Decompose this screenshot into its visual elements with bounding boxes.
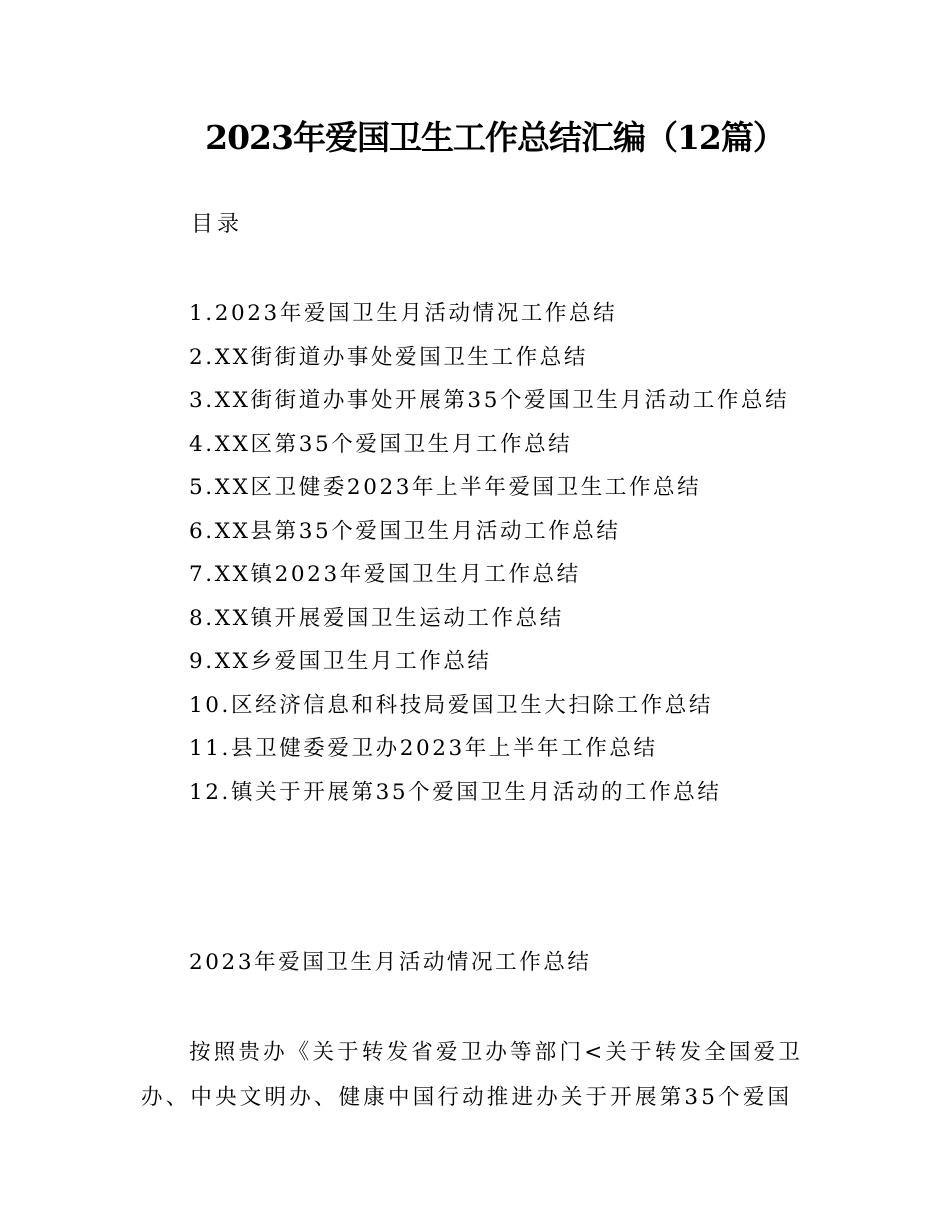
toc-item: 8.XX镇开展爱国卫生运动工作总结 (189, 605, 564, 631)
toc-item: 10.区经济信息和科技局爱国卫生大扫除工作总结 (189, 692, 713, 718)
toc-item: 2.XX街街道办事处爱国卫生工作总结 (189, 344, 588, 370)
section-heading: 2023年爱国卫生月活动情况工作总结 (189, 950, 592, 975)
toc-item: 3.XX街街道办事处开展第35个爱国卫生月活动工作总结 (189, 388, 790, 413)
toc-item: 11.县卫健委爱卫办2023年上半年工作总结 (189, 736, 658, 761)
toc-item: 4.XX区第35个爱国卫生月工作总结 (189, 431, 573, 457)
body-paragraph (141, 1030, 811, 1120)
table-of-contents (189, 292, 789, 814)
toc-heading: 目录 (191, 212, 244, 237)
body-line: 按照贵办《关于转发省爱卫办等部门<关于转发全国爱卫 (189, 1040, 804, 1065)
toc-item: 1.2023年爱国卫生月活动情况工作总结 (189, 301, 618, 326)
toc-item: 9.XX乡爱国卫生月工作总结 (189, 649, 492, 674)
toc-item: 12.镇关于开展第35个爱国卫生月活动的工作总结 (189, 779, 722, 805)
document-title: 2023年爱国卫生工作总结汇编（12篇） (205, 118, 785, 157)
toc-item: 7.XX镇2023年爱国卫生月工作总结 (189, 562, 581, 587)
body-line: 办、中央文明办、健康中国行动推进办关于开展第35个爱国 (141, 1085, 793, 1110)
toc-item: 5.XX区卫健委2023年上半年爱国卫生工作总结 (189, 475, 702, 500)
toc-item: 6.XX县第35个爱国卫生月活动工作总结 (189, 518, 621, 544)
